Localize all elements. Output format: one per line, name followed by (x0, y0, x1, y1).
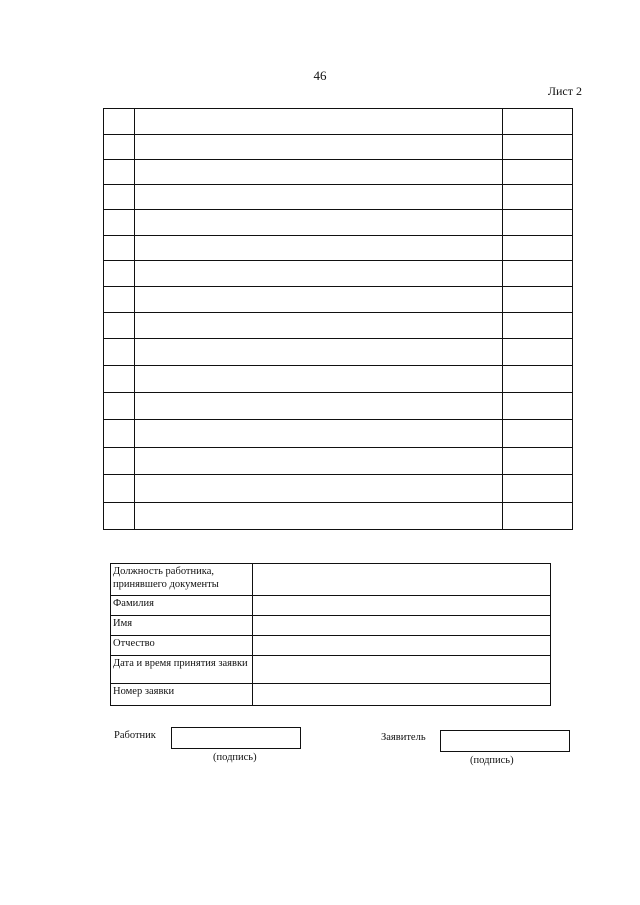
table-cell-num[interactable] (104, 109, 135, 134)
table-cell-val[interactable] (503, 236, 572, 260)
table-cell-num[interactable] (104, 420, 135, 447)
table-cell-val[interactable] (503, 135, 572, 159)
table-cell-desc[interactable] (135, 109, 503, 134)
sheet-label: Лист 2 (547, 84, 582, 98)
table-cell-num[interactable] (104, 287, 135, 312)
table-cell-desc[interactable] (135, 475, 503, 502)
table-cell-desc[interactable] (135, 448, 503, 474)
table-cell-val[interactable] (503, 287, 572, 312)
surname-label: Фамилия (111, 596, 253, 616)
table-cell-num[interactable] (104, 313, 135, 338)
table-row (104, 475, 572, 503)
table-cell-num[interactable] (104, 448, 135, 474)
applicant-signature-box[interactable] (440, 730, 570, 752)
table-cell-val[interactable] (503, 448, 572, 474)
main-table (103, 108, 573, 530)
applicant-signature-label: Заявитель (381, 732, 426, 743)
table-cell-num[interactable] (104, 185, 135, 209)
table-row (104, 109, 572, 135)
position-label: Должность работника, принявшего документы (111, 564, 253, 596)
table-row (104, 366, 572, 393)
table-cell-desc[interactable] (135, 135, 503, 159)
table-row (104, 448, 572, 475)
table-cell-desc[interactable] (135, 261, 503, 286)
table-row (104, 503, 572, 530)
request-number-field[interactable] (253, 684, 551, 706)
table-row (104, 261, 572, 287)
table-cell-num[interactable] (104, 393, 135, 419)
table-row (104, 313, 572, 339)
datetime-label: Дата и время принятия заявки (111, 656, 253, 684)
table-cell-desc[interactable] (135, 503, 503, 530)
table-cell-num[interactable] (104, 210, 135, 235)
table-cell-desc[interactable] (135, 160, 503, 184)
table-cell-num[interactable] (104, 261, 135, 286)
table-cell-val[interactable] (503, 503, 572, 530)
table-cell-desc[interactable] (135, 393, 503, 419)
table-cell-val[interactable] (503, 160, 572, 184)
request-number-label: Номер заявки (111, 684, 253, 706)
table-cell-desc[interactable] (135, 366, 503, 392)
name-label: Имя (111, 616, 253, 636)
patronymic-field[interactable] (253, 636, 551, 656)
employee-signature-caption: (подпись) (213, 752, 257, 763)
table-cell-desc[interactable] (135, 420, 503, 447)
table-cell-val[interactable] (503, 475, 572, 502)
table-row (104, 210, 572, 236)
table-cell-val[interactable] (503, 393, 572, 419)
table-cell-val[interactable] (503, 339, 572, 365)
table-cell-desc[interactable] (135, 313, 503, 338)
employee-signature-label: Работник (114, 730, 156, 741)
table-cell-desc[interactable] (135, 236, 503, 260)
table-cell-val[interactable] (503, 313, 572, 338)
table-row (104, 160, 572, 185)
table-cell-val[interactable] (503, 261, 572, 286)
table-row (104, 135, 572, 160)
table-cell-desc[interactable] (135, 339, 503, 365)
table-cell-num[interactable] (104, 160, 135, 184)
table-row (104, 393, 572, 420)
position-field[interactable] (253, 564, 551, 596)
table-cell-num[interactable] (104, 503, 135, 530)
table-row (104, 185, 572, 210)
datetime-field[interactable] (253, 656, 551, 684)
table-cell-val[interactable] (503, 109, 572, 134)
employee-signature-box[interactable] (171, 727, 301, 749)
table-cell-num[interactable] (104, 339, 135, 365)
page-number: 46 (313, 68, 327, 83)
table-cell-val[interactable] (503, 210, 572, 235)
table-cell-desc[interactable] (135, 287, 503, 312)
table-cell-num[interactable] (104, 475, 135, 502)
table-row (104, 339, 572, 366)
patronymic-label: Отчество (111, 636, 253, 656)
table-row (104, 287, 572, 313)
table-cell-num[interactable] (104, 366, 135, 392)
table-row (104, 420, 572, 448)
table-cell-val[interactable] (503, 420, 572, 447)
table-cell-num[interactable] (104, 135, 135, 159)
table-cell-desc[interactable] (135, 210, 503, 235)
table-row (104, 236, 572, 261)
table-cell-val[interactable] (503, 366, 572, 392)
name-field[interactable] (253, 616, 551, 636)
table-cell-num[interactable] (104, 236, 135, 260)
info-table (110, 563, 551, 706)
surname-field[interactable] (253, 596, 551, 616)
applicant-signature-caption: (подпись) (470, 755, 514, 766)
table-cell-desc[interactable] (135, 185, 503, 209)
table-cell-val[interactable] (503, 185, 572, 209)
